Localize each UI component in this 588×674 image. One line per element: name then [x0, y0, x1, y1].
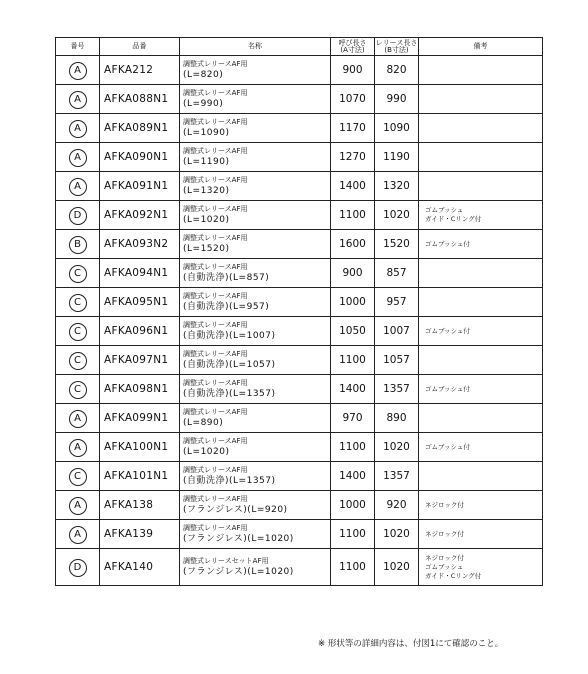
release-length-cell: 1020: [375, 433, 419, 462]
name-main: 調整式レリースAF用: [183, 176, 248, 184]
symbol-cell: [56, 288, 100, 317]
table-row: [56, 201, 543, 230]
table-row: [56, 288, 543, 317]
symbol-circle: B: [69, 236, 87, 254]
symbol-cell: [56, 491, 100, 520]
symbol-circle: A: [69, 410, 87, 428]
name-spec: (L=990): [183, 99, 224, 109]
call-length-cell: 1100: [331, 201, 375, 230]
note-line: ネジロック付: [425, 529, 464, 538]
release-length-cell: 1090: [375, 114, 419, 143]
name-spec: (L=1020): [183, 447, 230, 457]
name-main: 調整式レリースAF用: [183, 408, 248, 416]
symbol-cell: [56, 56, 100, 85]
note-cell: [419, 230, 543, 259]
name-spec: (自動洗浄)(L=1057): [183, 360, 276, 370]
header-note: 備考: [419, 38, 543, 56]
note-cell: [419, 433, 543, 462]
name-main: 調整式レリースAF用: [183, 234, 248, 242]
name-spec: (自動洗浄)(L=957): [183, 302, 270, 312]
table-header-row: [56, 38, 543, 56]
parts-table: [55, 37, 543, 586]
note-cell: [419, 114, 543, 143]
symbol-circle: A: [69, 120, 87, 138]
name-spec: (L=1320): [183, 186, 230, 196]
table-row: [56, 56, 543, 85]
note-line: ネジロック付: [425, 553, 464, 562]
symbol-cell: [56, 346, 100, 375]
header-call-length: 呼び長さ (A寸法): [331, 38, 375, 56]
part-no-cell: AFKA088N1: [100, 85, 180, 114]
release-length-cell: 1007: [375, 317, 419, 346]
note-line: ゴムブッシュ付: [425, 442, 470, 451]
part-no-cell: AFKA100N1: [100, 433, 180, 462]
name-main: 調整式レリースAF用: [183, 321, 248, 329]
table-row: [56, 172, 543, 201]
symbol-circle: C: [69, 381, 87, 399]
call-length-cell: 1000: [331, 288, 375, 317]
release-length-cell: 1357: [375, 375, 419, 404]
table-row: [56, 433, 543, 462]
footnote: ※ 形状等の詳細内容は、付図1にて確認のこと。: [318, 639, 504, 649]
release-length-cell: 920: [375, 491, 419, 520]
part-no-cell: AFKA212: [100, 56, 180, 85]
symbol-circle: C: [69, 468, 87, 486]
table-row: [56, 230, 543, 259]
table-row: [56, 114, 543, 143]
name-main: 調整式レリースAF用: [183, 437, 248, 445]
table-row: [56, 491, 543, 520]
part-no-cell: AFKA140: [100, 549, 180, 586]
name-spec: (自動洗浄)(L=1357): [183, 476, 276, 486]
table-row: [56, 375, 543, 404]
symbol-circle: D: [69, 559, 87, 577]
note-line: ガイド・Cリング付: [425, 215, 482, 223]
note-cell: [419, 520, 543, 549]
release-length-cell: 1320: [375, 172, 419, 201]
table-row: [56, 462, 543, 491]
call-length-cell: 1050: [331, 317, 375, 346]
symbol-circle: C: [69, 323, 87, 341]
name-main: 調整式レリースAF用: [183, 205, 248, 213]
symbol-cell: [56, 172, 100, 201]
symbol-circle: C: [69, 265, 87, 283]
symbol-circle: A: [69, 91, 87, 109]
symbol-cell: [56, 230, 100, 259]
release-length-cell: 1057: [375, 346, 419, 375]
name-spec: (L=890): [183, 418, 224, 428]
note-line: ネジロック付: [425, 500, 464, 509]
part-no-cell: AFKA098N1: [100, 375, 180, 404]
name-cell: [180, 230, 331, 259]
name-cell: [180, 549, 331, 586]
name-main: 調整式レリースAF用: [183, 118, 248, 126]
name-cell: [180, 317, 331, 346]
table-row: [56, 520, 543, 549]
note-line: ガイド・Cリング付: [425, 571, 482, 580]
note-cell: [419, 549, 543, 586]
name-cell: [180, 433, 331, 462]
note-cell: [419, 404, 543, 433]
note-line: ゴムブッシュ付: [425, 326, 470, 335]
name-spec: (自動洗浄)(L=857): [183, 273, 270, 283]
release-length-cell: 857: [375, 259, 419, 288]
symbol-circle: A: [69, 497, 87, 515]
symbol-cell: [56, 462, 100, 491]
call-length-cell: 1100: [331, 433, 375, 462]
name-spec: (自動洗浄)(L=1357): [183, 389, 276, 399]
part-no-cell: AFKA090N1: [100, 143, 180, 172]
call-length-cell: 900: [331, 259, 375, 288]
table-row: [56, 317, 543, 346]
table-row: [56, 143, 543, 172]
name-spec: (L=1520): [183, 244, 230, 254]
call-length-cell: 1400: [331, 375, 375, 404]
release-length-cell: 820: [375, 56, 419, 85]
symbol-cell: [56, 85, 100, 114]
part-no-cell: AFKA089N1: [100, 114, 180, 143]
release-length-cell: 1190: [375, 143, 419, 172]
name-main: 調整式レリースAF用: [183, 495, 248, 503]
table-row: [56, 259, 543, 288]
part-no-cell: AFKA091N1: [100, 172, 180, 201]
release-length-cell: 957: [375, 288, 419, 317]
release-length-cell: 1020: [375, 520, 419, 549]
part-no-cell: AFKA139: [100, 520, 180, 549]
symbol-cell: [56, 520, 100, 549]
part-no-cell: AFKA092N1: [100, 201, 180, 230]
part-no-cell: AFKA138: [100, 491, 180, 520]
symbol-circle: A: [69, 526, 87, 544]
note-line: ゴムブッシュ付: [425, 239, 470, 248]
name-spec: (フランジレス)(L=1020): [183, 534, 294, 544]
note-line: ゴムブッシュ: [425, 206, 464, 214]
table-row: [56, 346, 543, 375]
name-cell: [180, 288, 331, 317]
call-length-cell: 1400: [331, 172, 375, 201]
name-main: 調整式レリースAF用: [183, 147, 248, 155]
header-release-length: レリース長さ (B寸法): [375, 38, 418, 54]
note-cell: [419, 85, 543, 114]
name-main: 調整式レリースセットAF用: [183, 557, 269, 565]
release-length-cell: 990: [375, 85, 419, 114]
symbol-circle: C: [69, 294, 87, 312]
symbol-cell: [56, 404, 100, 433]
symbol-circle: A: [69, 62, 87, 80]
note-cell: [419, 346, 543, 375]
call-length-cell: 1100: [331, 549, 375, 586]
symbol-circle: A: [69, 439, 87, 457]
call-length-cell: 1100: [331, 346, 375, 375]
name-cell: [180, 143, 331, 172]
name-spec: (自動洗浄)(L=1007): [183, 331, 276, 341]
part-no-cell: AFKA093N2: [100, 230, 180, 259]
name-cell: [180, 404, 331, 433]
note-cell: [419, 491, 543, 520]
symbol-cell: [56, 259, 100, 288]
note-cell: [419, 259, 543, 288]
name-cell: [180, 85, 331, 114]
symbol-circle: A: [69, 149, 87, 167]
call-length-cell: 1600: [331, 230, 375, 259]
call-length-cell: 1270: [331, 143, 375, 172]
call-length-cell: 1000: [331, 491, 375, 520]
name-spec: (L=820): [183, 70, 224, 80]
release-length-cell: 1520: [375, 230, 419, 259]
note-line: ゴムブッシュ付: [425, 384, 470, 393]
name-spec: (フランジレス)(L=1020): [183, 567, 294, 577]
name-spec: (L=1020): [183, 215, 230, 225]
note-cell: [419, 172, 543, 201]
table-row: [56, 85, 543, 114]
symbol-cell: [56, 433, 100, 462]
note-line: ゴムブッシュ: [425, 562, 464, 571]
symbol-cell: [56, 549, 100, 586]
note-cell: [419, 288, 543, 317]
symbol-circle: A: [69, 178, 87, 196]
release-length-cell: 1020: [375, 201, 419, 230]
symbol-circle: D: [69, 207, 87, 225]
note-cell: [419, 56, 543, 85]
name-main: 調整式レリースAF用: [183, 60, 248, 68]
note-cell: [419, 201, 543, 230]
name-cell: [180, 491, 331, 520]
name-cell: [180, 259, 331, 288]
name-main: 調整式レリースAF用: [183, 379, 248, 387]
name-main: 調整式レリースAF用: [183, 466, 248, 474]
release-length-cell: 1020: [375, 549, 419, 586]
symbol-cell: [56, 114, 100, 143]
name-main: 調整式レリースAF用: [183, 263, 248, 271]
symbol-cell: [56, 317, 100, 346]
name-cell: [180, 56, 331, 85]
note-cell: [419, 143, 543, 172]
call-length-cell: 1100: [331, 520, 375, 549]
header-part-no: 品番: [100, 38, 180, 56]
header-name: 名称: [180, 38, 331, 56]
name-cell: [180, 114, 331, 143]
release-length-cell: 1357: [375, 462, 419, 491]
name-spec: (L=1190): [183, 157, 230, 167]
name-cell: [180, 520, 331, 549]
symbol-circle: C: [69, 352, 87, 370]
note-cell: [419, 375, 543, 404]
call-length-cell: 970: [331, 404, 375, 433]
name-cell: [180, 375, 331, 404]
header-symbol: 番号: [56, 38, 100, 56]
part-no-cell: AFKA101N1: [100, 462, 180, 491]
name-main: 調整式レリースAF用: [183, 89, 248, 97]
table-row: [56, 549, 543, 586]
call-length-cell: 1070: [331, 85, 375, 114]
call-length-cell: 1400: [331, 462, 375, 491]
name-spec: (L=1090): [183, 128, 230, 138]
call-length-cell: 900: [331, 56, 375, 85]
name-main: 調整式レリースAF用: [183, 524, 248, 532]
symbol-cell: [56, 143, 100, 172]
release-length-cell: 890: [375, 404, 419, 433]
note-cell: [419, 317, 543, 346]
call-length-cell: 1170: [331, 114, 375, 143]
name-cell: [180, 172, 331, 201]
part-no-cell: AFKA099N1: [100, 404, 180, 433]
name-spec: (フランジレス)(L=920): [183, 505, 288, 515]
part-no-cell: AFKA096N1: [100, 317, 180, 346]
name-cell: [180, 462, 331, 491]
symbol-cell: [56, 201, 100, 230]
name-main: 調整式レリースAF用: [183, 292, 248, 300]
part-no-cell: AFKA097N1: [100, 346, 180, 375]
name-cell: [180, 201, 331, 230]
part-no-cell: AFKA095N1: [100, 288, 180, 317]
name-cell: [180, 346, 331, 375]
name-main: 調整式レリースAF用: [183, 350, 248, 358]
note-cell: [419, 462, 543, 491]
symbol-cell: [56, 375, 100, 404]
part-no-cell: AFKA094N1: [100, 259, 180, 288]
table-row: [56, 404, 543, 433]
